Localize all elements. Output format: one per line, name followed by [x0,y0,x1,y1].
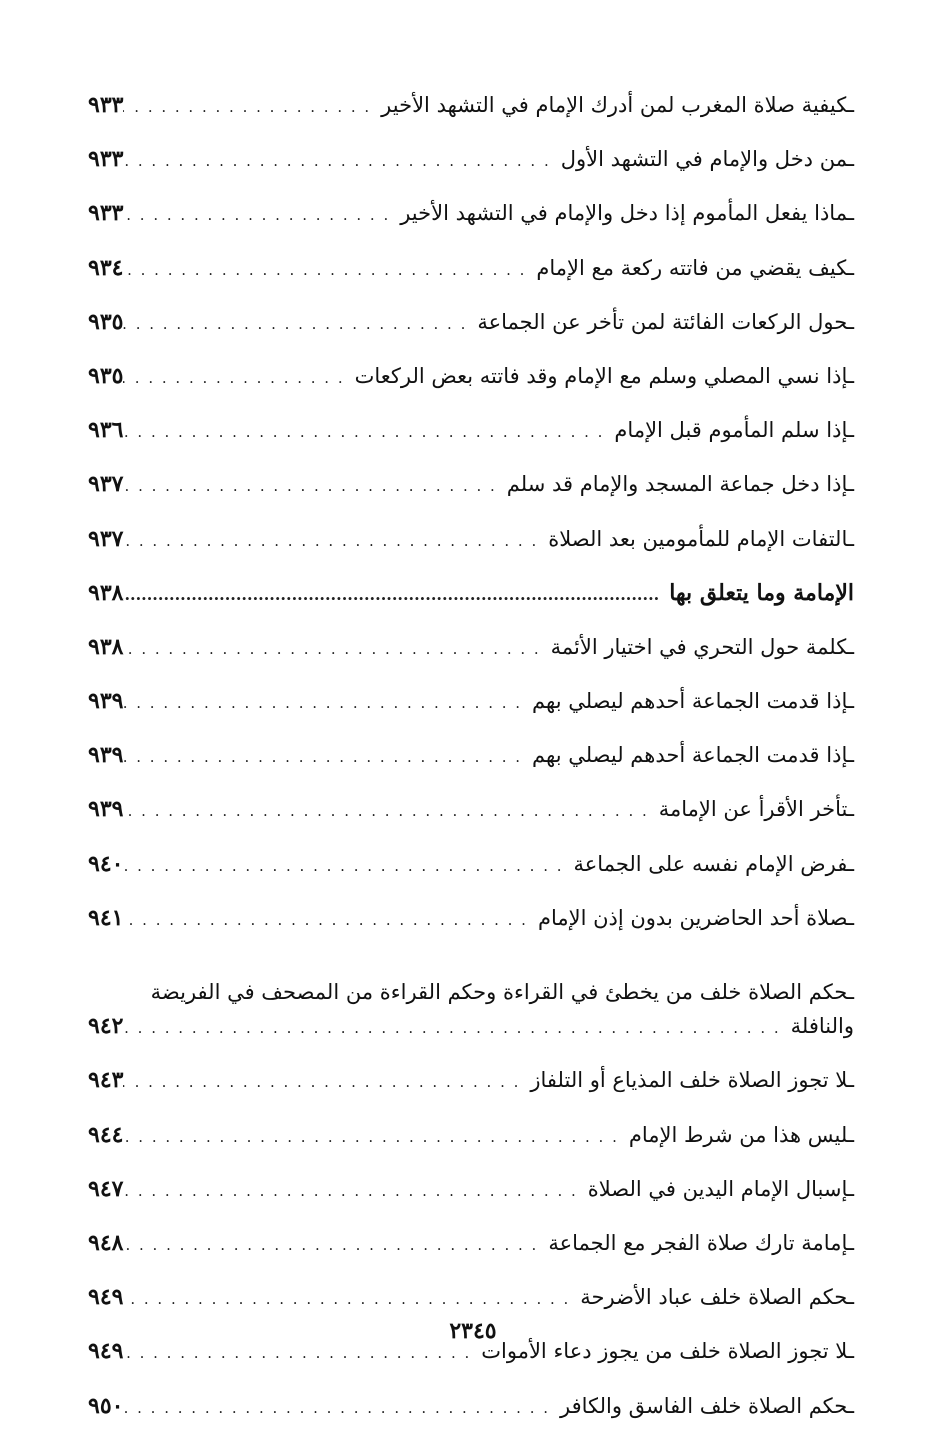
page-number: ٢٣٤٥ [449,1318,497,1344]
toc-entry-page-number: ٩٤٨ [88,1229,124,1256]
toc-entry-page-number: ٩٣٧ [88,525,124,552]
toc-entry [88,349,854,403]
dot-leader [123,243,536,297]
toc-entry-page-number: ٩٤٤ [88,1121,124,1148]
toc-entry-title: ـإسبال الإمام اليدين في الصلاة [587,1176,854,1201]
dot-leader [123,839,573,893]
toc-entry [88,945,854,1004]
toc-entry [88,1162,854,1216]
toc-entry-title: ـإذا قدمت الجماعة أحدهم ليصلي بهم [532,689,854,714]
toc-entry [88,241,854,295]
toc-entry [88,78,854,132]
toc-entry-title: ـالتفات الإمام للمأمومين بعد الصلاة [548,526,854,551]
toc-entry-title: ـمن دخل والإمام في التشهد الأول [560,147,854,172]
toc-entry-title: ـلا تجوز الصلاة خلف من يجوز دعاء الأموات [481,1339,854,1364]
toc-entry-title: ـإمامة تارك صلاة الفجر مع الجماعة [548,1230,854,1255]
dot-leader [123,730,532,784]
dot-leader [123,1110,628,1164]
toc-entry-page-number: ٩٤١ [88,904,124,931]
dot-leader [123,1381,560,1435]
toc-entry [88,457,854,511]
toc-entry [88,1108,854,1162]
dot-leader [123,893,538,947]
dot-leader [123,134,560,188]
table-of-contents [88,78,854,1433]
toc-entry-page-number: ٩٤٩ [88,1338,124,1365]
toc-entry [88,403,854,457]
toc-entry-page-number: ٩٤٧ [88,1175,124,1202]
toc-entry [88,1053,854,1107]
toc-entry-page-number: ٩٣٥ [88,362,124,389]
toc-entry-page-number: ٩٣٩ [88,742,124,769]
toc-entry-page-number: ٩٥٠ [88,1392,124,1419]
toc-entry [88,186,854,240]
toc-entry [88,1216,854,1270]
dot-leader [123,1218,548,1272]
dot-leader [123,568,669,622]
toc-entry-title: ـإذا نسي المصلي وسلم مع الإمام وقد فاتته بعض الركعات [354,363,854,388]
toc-entry-page-number: ٩٣٨ [88,579,124,606]
dot-leader [123,622,550,676]
toc-entry [88,782,854,836]
toc-entry-page-number: ٩٤٣ [88,1067,124,1094]
toc-entry-page-number: ٩٣٥ [88,308,124,335]
dot-leader [123,1055,530,1109]
toc-entry [88,674,854,728]
toc-entry [88,1379,854,1433]
dot-leader [123,514,548,568]
toc-entry [88,837,854,891]
toc-entry-page-number: ٩٣٨ [88,633,124,660]
toc-entry-page-number: ٩٤٢ [88,1013,124,1040]
dot-leader [123,188,400,242]
toc-entry [88,891,854,945]
toc-entry-title: ـحول الركعات الفائتة لمن تأخر عن الجماعة [477,309,854,334]
dot-leader [123,784,658,838]
toc-entry [88,999,854,1053]
toc-entry-title: ـليس هذا من شرط الإمام [628,1122,854,1147]
dot-leader [123,1164,587,1218]
dot-leader [123,1001,790,1055]
toc-entry-title: ـكلمة حول التحري في اختيار الأئمة [550,634,854,659]
toc-entry-title: ـإذا سلم المأموم قبل الإمام [614,418,854,443]
toc-entry-title: ـفرض الإمام نفسه على الجماعة [573,851,854,876]
toc-entry-page-number: ٩٣٩ [88,688,124,715]
toc-entry-title: ـلا تجوز الصلاة خلف المذياع أو التلفاز [530,1068,854,1093]
dot-leader [123,676,532,730]
toc-entry-title: ـصلاة أحد الحاضرين بدون إذن الإمام [537,905,854,930]
dot-leader [123,459,506,513]
toc-entry [88,132,854,186]
toc-entry-page-number: ٩٤٠ [88,850,124,877]
toc-entry-page-number: ٩٣٣ [88,146,124,173]
toc-entry-title: الإمامة وما يتعلق بها [669,579,854,606]
toc-entry-page-number: ٩٣٦ [88,417,124,444]
toc-section-heading [88,566,854,620]
toc-entry-title: ـكيف يقضي من فاتته ركعة مع الإمام [536,255,854,280]
toc-entry-page-number: ٩٣٧ [88,471,124,498]
toc-entry-title: والنافلة [790,1014,854,1039]
toc-entry [88,295,854,349]
toc-entry-page-number: ٩٣٣ [88,200,124,227]
dot-leader [123,297,477,351]
toc-entry-page-number: ٩٣٣ [88,92,124,118]
toc-entry-page-number: ٩٣٩ [88,796,124,823]
toc-entry [88,728,854,782]
dot-leader [123,80,381,134]
toc-entry-title: ـتأخر الأقرأ عن الإمامة [658,797,854,822]
toc-entry [88,620,854,674]
toc-entry-title: ـإذا قدمت الجماعة أحدهم ليصلي بهم [532,743,854,768]
dot-leader [123,405,614,459]
toc-entry-title: ـحكم الصلاة خلف الفاسق والكافر [560,1393,854,1418]
toc-entry-title: ـماذا يفعل المأموم إذا دخل والإمام في التشهد الأخير [400,201,854,226]
toc-entry [88,1270,854,1324]
dot-leader [123,351,354,405]
dot-leader [88,945,151,999]
toc-entry-title: ـكيفية صلاة المغرب لمن أدرك الإمام في التشهد الأخير [381,93,854,117]
toc-entry-title: ـحكم الصلاة خلف عباد الأضرحة [580,1285,854,1310]
toc-entry-title: ـحكم الصلاة خلف من يخطئ في القراءة وحكم القراءة من المصحف في الفريضة [150,980,854,1004]
toc-entry-page-number: ٩٣٤ [88,254,124,281]
toc-entry-title: ـإذا دخل جماعة المسجد والإمام قد سلم [506,472,854,497]
toc-entry-page-number: ٩٤٩ [88,1284,124,1311]
toc-entry [88,512,854,566]
